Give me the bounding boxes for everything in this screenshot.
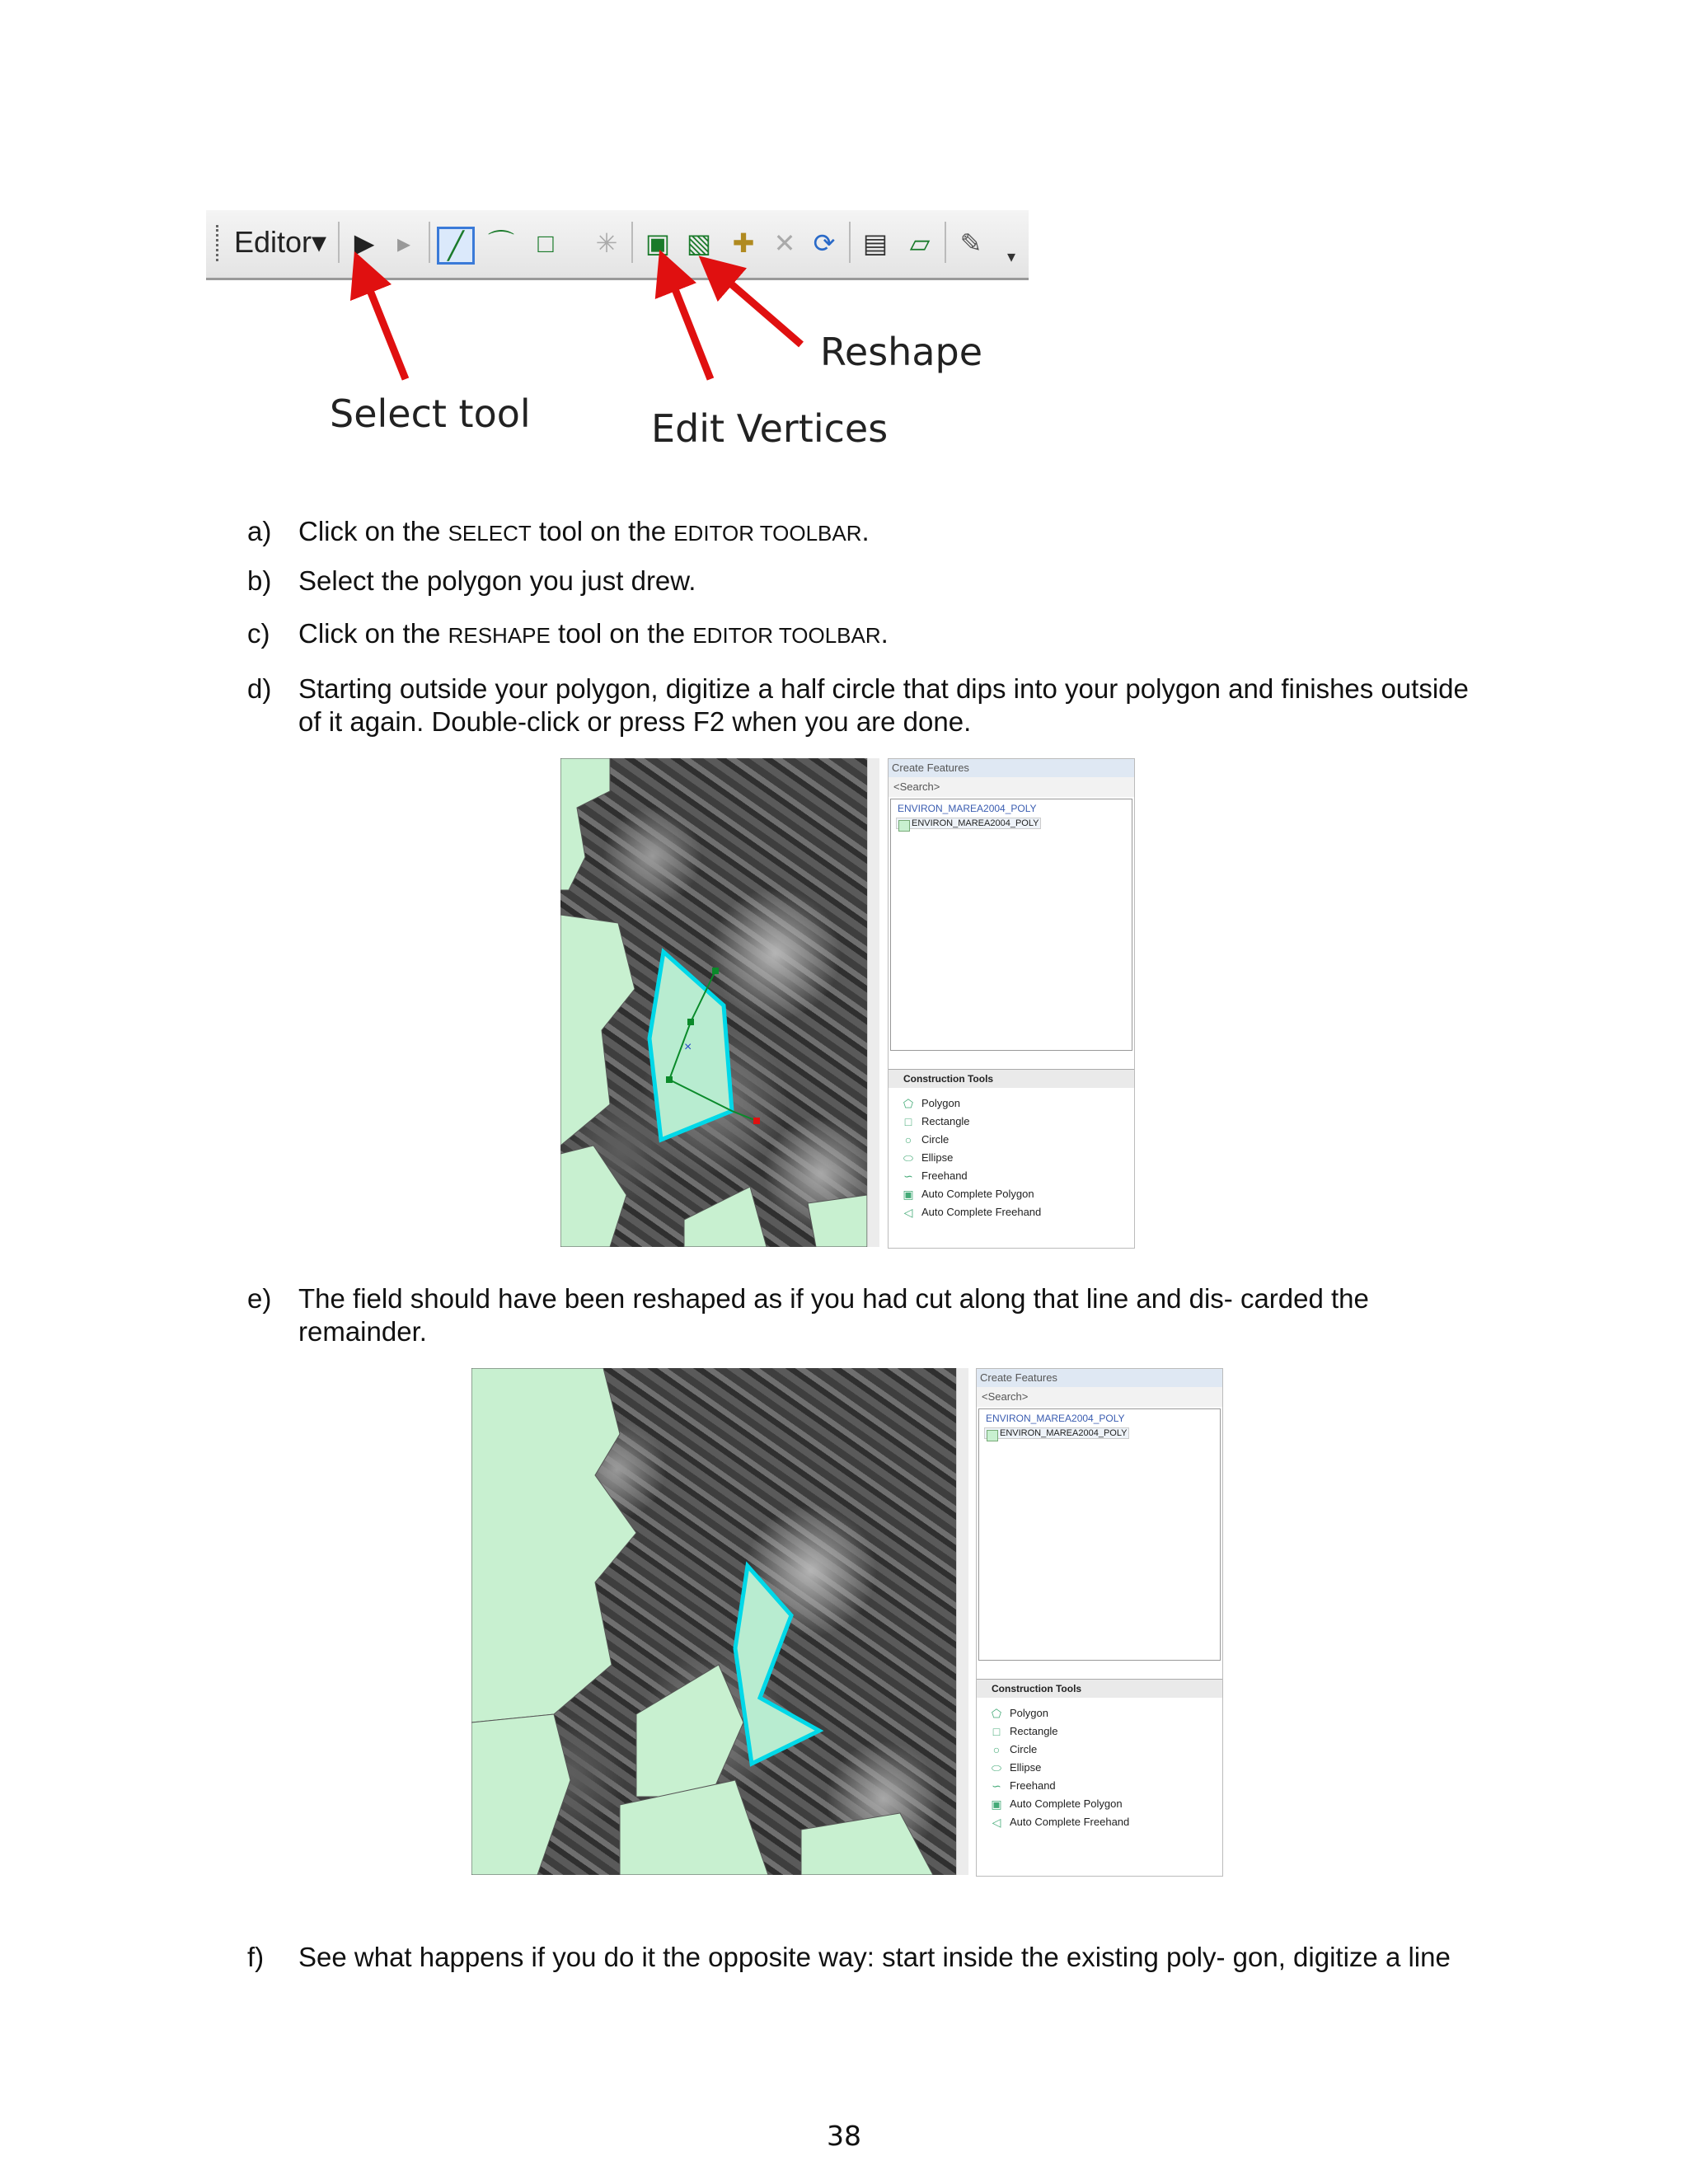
list-label: e) [247, 1283, 272, 1314]
create-features-icon[interactable]: ✎ [959, 228, 982, 258]
list-text: Click on the SELECT tool on the EDITOR TOOLBAR. [298, 516, 870, 546]
panel-title: Create Features [977, 1369, 1222, 1387]
search-input[interactable]: <Search> [977, 1387, 1222, 1407]
toolbar-overflow-icon[interactable]: ▾ [1007, 248, 1016, 266]
polygon-icon: ⬠ [991, 1707, 1002, 1720]
edit-vertices-icon[interactable]: ▣ [645, 228, 671, 258]
auto-complete-polygon-icon: ▣ [991, 1797, 1002, 1811]
construction-tool[interactable]: Rectangle [1010, 1725, 1058, 1737]
list-text: Starting outside your polygon, digitize a half circle that dips into your polygon and finishes outside of it again. Double-click or press F2 when you are done. [298, 673, 1469, 737]
auto-complete-polygon-icon: ▣ [903, 1188, 914, 1201]
freehand-icon: ∽ [992, 1779, 1001, 1793]
map-scrollbar[interactable] [867, 758, 879, 1247]
editor-menu-button[interactable]: Editor▾ [234, 225, 327, 259]
layer-group-label: ENVIRON_MAREA2004_POLY [986, 1413, 1125, 1424]
field-polygon [560, 1146, 626, 1247]
construction-tool[interactable]: Circle [921, 1133, 950, 1146]
attributes-icon[interactable]: ▤ [862, 228, 889, 258]
map-view[interactable] [560, 758, 867, 1247]
sketch-vertex [753, 1118, 760, 1124]
map-view[interactable] [471, 1368, 956, 1875]
sketch-cursor: × [684, 1040, 692, 1054]
construction-tool[interactable]: Auto Complete Freehand [921, 1206, 1042, 1218]
template-item[interactable]: ENVIRON_MAREA2004_POLY [896, 818, 1041, 829]
construction-tools-title: Construction Tools [889, 1069, 1134, 1088]
select-tool-callout: Select tool [330, 391, 531, 436]
field-polygon [560, 758, 610, 890]
edit-vertices-arrow [668, 270, 710, 379]
field-polygon [471, 1714, 570, 1875]
select-icon[interactable]: ▶ [354, 228, 375, 258]
construction-tool[interactable]: Ellipse [921, 1151, 954, 1164]
search-input[interactable]: <Search> [889, 777, 1134, 797]
field-polygon [684, 1187, 767, 1247]
field-polygon [471, 1368, 636, 1722]
construction-tool[interactable]: Rectangle [921, 1115, 970, 1127]
list-label: a) [247, 516, 272, 546]
freehand-icon: ∽ [903, 1169, 913, 1183]
construction-tool[interactable]: Auto Complete Polygon [921, 1188, 1034, 1200]
template-item[interactable]: ENVIRON_MAREA2004_POLY [984, 1427, 1129, 1439]
arcmap-screenshot-before [560, 758, 1133, 1247]
sketch-properties-icon[interactable]: ▱ [909, 228, 931, 258]
template-list[interactable] [978, 1408, 1221, 1661]
map-overlay [560, 758, 867, 1247]
create-features-panel [976, 1368, 1223, 1877]
list-text: See what happens if you do it the opposite way: start inside the existing poly- gon, digitize a line [298, 1942, 1451, 1972]
circle-icon: ○ [992, 1743, 1001, 1756]
rectangle-icon: □ [992, 1725, 1001, 1738]
select-tool-arrow [363, 272, 406, 379]
rotate-icon[interactable]: ⟳ [813, 228, 836, 258]
reshape-callout: Reshape [820, 330, 983, 374]
rectangle-icon: □ [904, 1115, 912, 1128]
sketch-vertex [687, 1019, 694, 1025]
list-label: c) [247, 618, 270, 649]
list-text: Click on the RESHAPE tool on the EDITOR TOOLBAR. [298, 618, 889, 649]
midpoint-icon[interactable]: ✳ [595, 228, 618, 258]
map-overlay [471, 1368, 956, 1875]
construction-tool[interactable]: Circle [1010, 1743, 1038, 1755]
split-icon[interactable]: ✕ [773, 228, 796, 258]
auto-complete-freehand-icon: ◁ [992, 1816, 1001, 1829]
page-number: 38 [827, 2120, 861, 2152]
construction-tool[interactable]: Auto Complete Polygon [1010, 1797, 1123, 1810]
construction-tools-title: Construction Tools [977, 1679, 1222, 1698]
template-list[interactable] [890, 799, 1132, 1051]
trace-icon[interactable]: □ [537, 228, 554, 258]
list-text: Select the polygon you just drew. [298, 565, 696, 596]
sketch-vertex [712, 968, 719, 974]
reshaped-polygon [735, 1566, 819, 1764]
list-label: d) [247, 673, 272, 704]
construction-tool[interactable]: Polygon [921, 1097, 960, 1109]
field-polygon [808, 1195, 867, 1247]
edit-annotation-icon[interactable]: ▸ [396, 228, 411, 258]
construction-tool[interactable]: Freehand [921, 1169, 968, 1182]
endpoint-arc-icon[interactable]: ⌒ [487, 228, 514, 258]
cut-polygon-icon[interactable]: ✚ [732, 228, 755, 258]
straight-segment-icon[interactable]: ╱ [437, 227, 475, 265]
list-label: f) [247, 1942, 265, 1972]
field-polygon [560, 915, 635, 1146]
construction-tool[interactable]: Freehand [1010, 1779, 1056, 1792]
create-features-panel [888, 758, 1135, 1249]
circle-icon: ○ [904, 1133, 912, 1146]
polygon-icon: ⬠ [903, 1097, 914, 1110]
ellipse-icon: ⬭ [903, 1151, 913, 1165]
field-polygon [636, 1665, 743, 1797]
construction-tool[interactable]: Polygon [1010, 1707, 1048, 1719]
construction-tool[interactable]: Auto Complete Freehand [1010, 1816, 1130, 1828]
list-label: b) [247, 565, 272, 596]
map-scrollbar[interactable] [956, 1368, 968, 1875]
layer-group-label: ENVIRON_MAREA2004_POLY [898, 803, 1037, 814]
panel-title: Create Features [889, 759, 1134, 777]
arcmap-screenshot-after [471, 1368, 1221, 1875]
sketch-vertex [666, 1076, 673, 1083]
auto-complete-freehand-icon: ◁ [903, 1206, 913, 1219]
ellipse-icon: ⬭ [992, 1761, 1001, 1774]
construction-tool[interactable]: Ellipse [1010, 1761, 1042, 1774]
reshape-arrow [715, 270, 801, 344]
edit-vertices-callout: Edit Vertices [651, 406, 889, 451]
list-text: The field should have been reshaped as if you had cut along that line and dis- carded the remainder. [298, 1283, 1369, 1347]
reshape-icon[interactable]: ▧ [686, 228, 712, 258]
field-polygon [801, 1813, 933, 1875]
